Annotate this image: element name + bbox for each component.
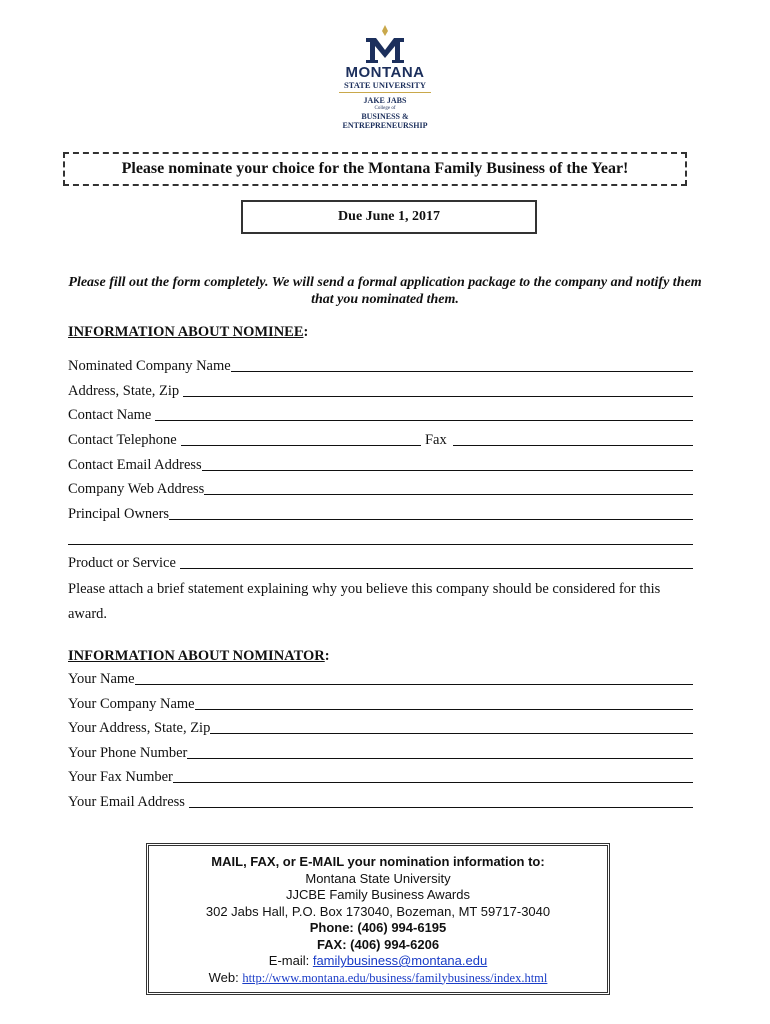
nominator-address-field[interactable]: Your Address, State, Zip: [68, 717, 693, 737]
mail-box-web-line: Web: http://www.montana.edu/business/familybusiness/index.html: [208, 969, 548, 985]
nominator-name-field[interactable]: Your Name: [68, 668, 693, 688]
nominator-phone-field[interactable]: Your Phone Number: [68, 742, 693, 762]
logo-college-line4: ENTREPRENEURSHIP: [342, 121, 428, 130]
logo-university-subtitle: STATE UNIVERSITY: [339, 80, 431, 93]
logo-college-line3: BUSINESS &: [361, 112, 409, 121]
mail-info-box: [146, 843, 610, 995]
mail-box-email-line: E-mail: familybusiness@montana.edu: [268, 953, 488, 968]
nominee-contact-name-field[interactable]: Contact Name: [68, 404, 693, 424]
msu-logo: [300, 24, 470, 136]
intro-text: Please fill out the form completely. We will send a formal application package to the company and notify them that you nominated them.: [68, 275, 702, 307]
nominator-email-field[interactable]: Your Email Address: [68, 791, 693, 811]
nominator-fax-field[interactable]: Your Fax Number: [68, 766, 693, 786]
mail-box-line1: Montana State University: [305, 870, 451, 886]
logo-college-line1: JAKE JABS: [363, 96, 407, 105]
nominee-company-name-field[interactable]: Nominated Company Name: [68, 355, 693, 375]
web-link[interactable]: http://www.montana.edu/business/familybusiness/index.html: [242, 970, 548, 985]
nominee-web-field[interactable]: Company Web Address: [68, 478, 693, 498]
msu-m-emblem-icon: [362, 24, 408, 64]
nominee-email-field[interactable]: Contact Email Address: [68, 454, 693, 474]
statement-instructions: Please attach a brief statement explaining why you believe this company should be considered for this award.: [68, 581, 661, 622]
nominee-owners-field[interactable]: Principal Owners: [68, 503, 693, 523]
due-date-box: Due June 1, 2017: [241, 200, 537, 234]
nominee-owners-field-continued[interactable]: [68, 528, 693, 548]
nominee-heading: INFORMATION ABOUT NOMINEE:: [68, 324, 309, 340]
nominee-address-field[interactable]: Address, State, Zip: [68, 380, 693, 400]
nominee-telephone-fax-field[interactable]: Contact Telephone Fax: [68, 429, 693, 449]
logo-university-name: MONTANA: [345, 64, 425, 81]
mail-box-phone: Phone: (406) 994-6195: [309, 920, 447, 935]
mail-box-fax: FAX: (406) 994-6206: [316, 936, 440, 952]
mail-box-line2: JJCBE Family Business Awards: [286, 887, 470, 902]
nominee-product-field[interactable]: Product or Service: [68, 552, 693, 572]
email-link[interactable]: familybusiness@montana.edu: [312, 953, 488, 968]
nomination-banner: Please nominate your choice for the Montana Family Business of the Year!: [63, 152, 687, 186]
mail-box-title: MAIL, FAX, or E-MAIL your nomination information to:: [211, 854, 545, 869]
nominator-heading: INFORMATION ABOUT NOMINATOR:: [68, 648, 330, 664]
logo-college-line2: College of: [374, 106, 396, 111]
nominator-company-field[interactable]: Your Company Name: [68, 693, 693, 713]
mail-box-address: 302 Jabs Hall, P.O. Box 173040, Bozeman, MT 59717-3040: [205, 903, 551, 919]
